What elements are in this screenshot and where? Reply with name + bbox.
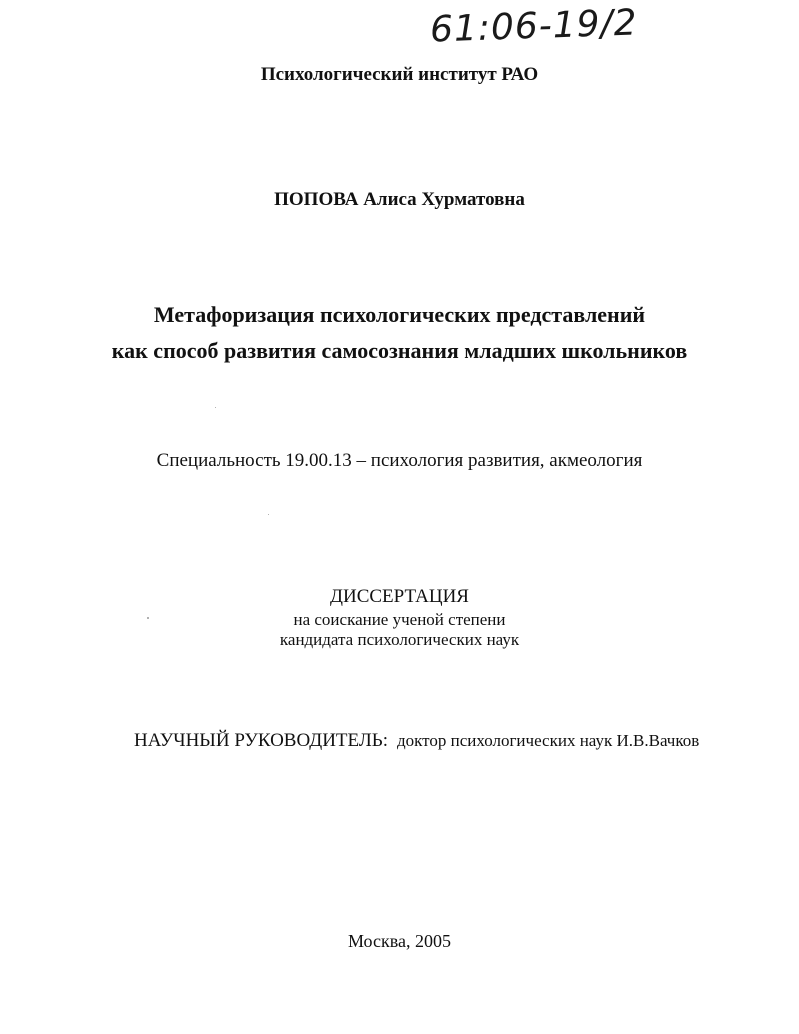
specialty: Специальность 19.00.13 – психология развития, акмеология xyxy=(156,450,643,471)
degree-line-2: кандидата психологических наук xyxy=(279,630,520,649)
title-line-1: Метафоризация психологических представлений xyxy=(153,302,646,327)
author-name: ПОПОВА Алиса Хурматовна xyxy=(274,189,525,210)
supervisor xyxy=(134,730,699,752)
handwritten-catalog-number: 61:06-19/2 xyxy=(429,2,639,51)
degree-line-1: на соискание ученой степени xyxy=(293,610,506,629)
scan-speck xyxy=(215,407,216,408)
title-line-2: как способ развития самосознания младших школьников xyxy=(111,338,688,363)
institute-name: Психологический институт РАО xyxy=(260,64,539,85)
scan-speck xyxy=(147,617,149,619)
document-type-label: ДИССЕРТАЦИЯ xyxy=(330,586,469,607)
place-year: Москва, 2005 xyxy=(348,931,451,951)
supervisor-label: НАУЧНЫЙ РУКОВОДИТЕЛЬ: xyxy=(134,730,388,751)
supervisor-value: доктор психологических наук И.В.Вачков xyxy=(396,731,700,750)
scan-speck xyxy=(268,514,269,515)
